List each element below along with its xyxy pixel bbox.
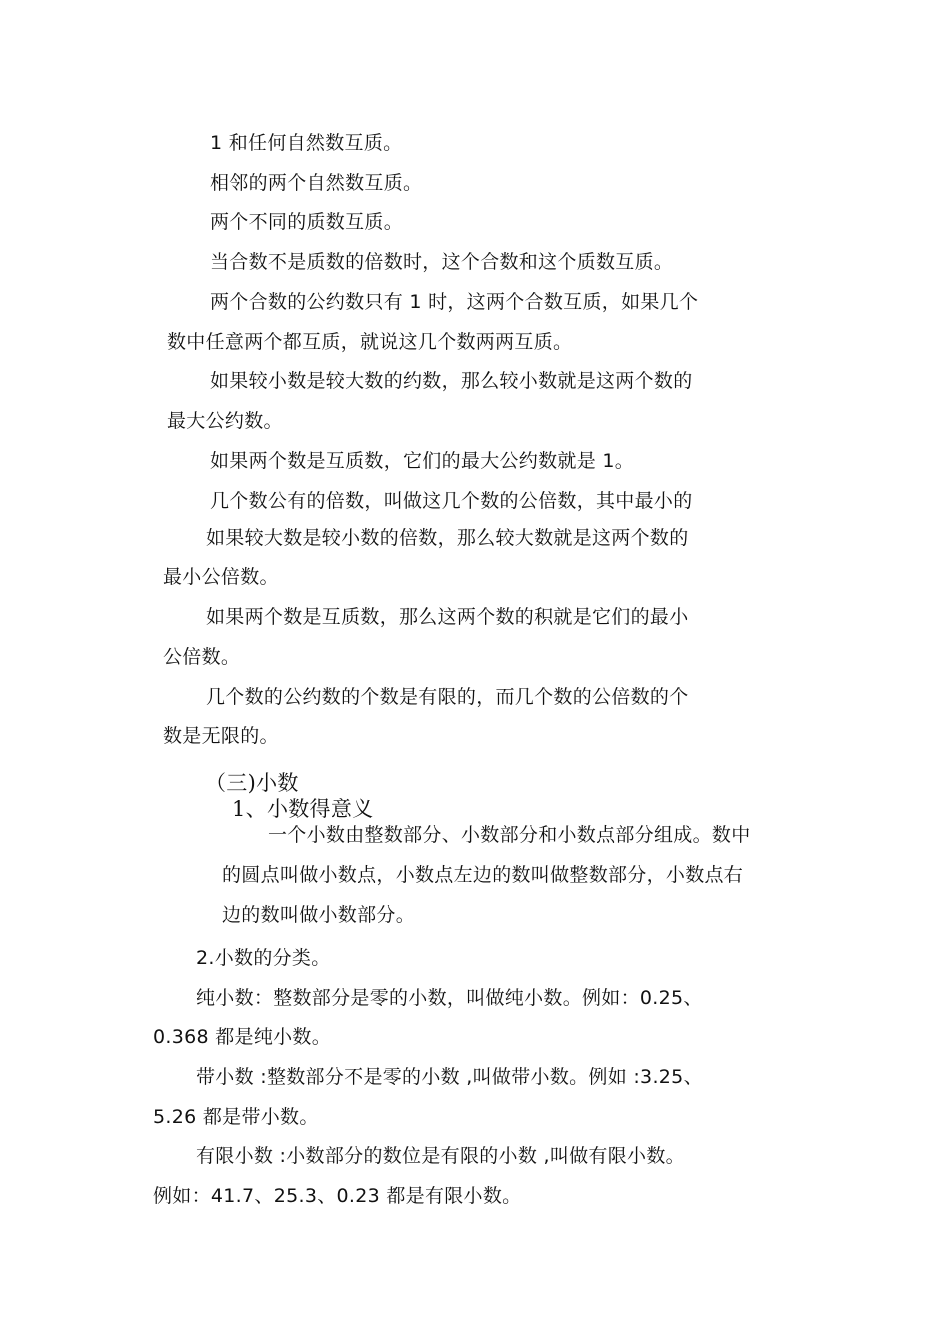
text-line-composite-prime: 当合数不是质数的倍数时，这个合数和这个质数互质。 xyxy=(210,251,674,273)
text-line-pure-decimal-end: 0.368 都是纯小数。 xyxy=(153,1026,332,1048)
text-line-finite-infinite: 几个数的公约数的个数是有限的，而几个数的公倍数的个 xyxy=(206,686,689,708)
text-line-lcm-multiple: 如果较大数是较小数的倍数，那么较大数就是这两个数的 xyxy=(206,527,689,549)
text-line-decimal-parts: 一个小数由整数部分、小数部分和小数点部分组成。数中 xyxy=(268,824,751,846)
text-line-finite-decimal-end: 例如：41.7、25.3、0.23 都是有限小数。 xyxy=(153,1185,522,1207)
text-line-pure-decimal: 纯小数：整数部分是零的小数，叫做纯小数。例如：0.25、 xyxy=(196,987,703,1009)
text-line-decimal-point: 的圆点叫做小数点，小数点左边的数叫做整数部分，小数点右 xyxy=(222,864,744,886)
text-line-pairwise-coprime: 数中任意两个都互质，就说这几个数两两互质。 xyxy=(167,331,573,353)
text-line-mixed-decimal: 带小数 :整数部分不是零的小数 ,叫做带小数。例如 :3.25、 xyxy=(196,1066,703,1088)
text-line-gcd-coprime: 如果两个数是互质数，它们的最大公约数就是 1。 xyxy=(210,450,635,472)
text-line-lcm-coprime-end: 公倍数。 xyxy=(163,646,241,668)
text-line-common-multiple: 几个数公有的倍数，叫做这几个数的公倍数，其中最小的 xyxy=(210,490,693,512)
subheading-decimal-meaning: 1、小数得意义 xyxy=(232,797,374,821)
text-line-gcd-divisor: 如果较小数是较大数的约数，那么较小数就是这两个数的 xyxy=(210,370,693,392)
text-line-finite-decimal: 有限小数 :小数部分的数位是有限的小数 ,叫做有限小数。 xyxy=(196,1145,685,1167)
text-line-infinite-end: 数是无限的。 xyxy=(163,725,279,747)
text-line-gcd-term: 最大公约数。 xyxy=(167,410,283,432)
text-line-lcm-term: 最小公倍数。 xyxy=(163,566,279,588)
text-line-coprime-one: 1 和任何自然数互质。 xyxy=(210,132,403,154)
section-heading-decimals: （三)小数 xyxy=(205,771,299,795)
text-line-lcm-coprime: 如果两个数是互质数，那么这两个数的积就是它们的最小 xyxy=(206,606,689,628)
text-line-mixed-decimal-end: 5.26 都是带小数。 xyxy=(153,1106,319,1128)
text-line-primes-coprime: 两个不同的质数互质。 xyxy=(210,211,404,233)
text-line-two-composites: 两个合数的公约数只有 1 时，这两个合数互质，如果几个 xyxy=(210,291,699,313)
text-line-adjacent-coprime: 相邻的两个自然数互质。 xyxy=(210,172,423,194)
text-line-classification: 2.小数的分类。 xyxy=(196,947,331,969)
text-line-fraction-part: 边的数叫做小数部分。 xyxy=(222,904,416,926)
